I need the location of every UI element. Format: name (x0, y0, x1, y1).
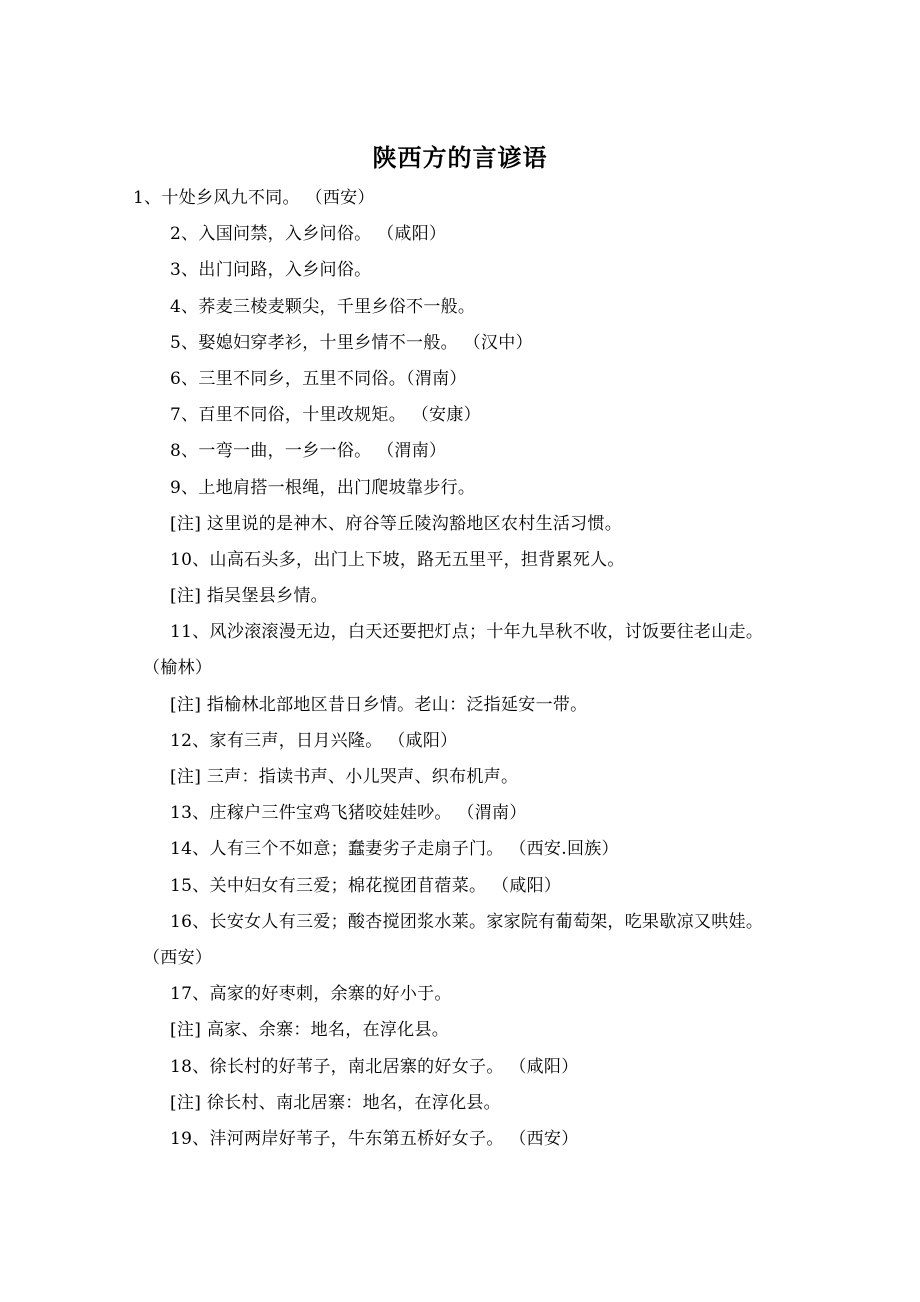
document-title: 陕西方的言谚语 (372, 144, 548, 172)
proverb-line: 6、三里不同乡，五里不同俗。（渭南） (170, 368, 467, 389)
proverb-line: 18、徐长村的好苇子，南北居寨的好女子。 （咸阳） (170, 1056, 579, 1077)
note-line: [注] 高家、余寨：地名，在淳化县。 (170, 1020, 450, 1041)
proverb-line: （西安） (143, 947, 213, 968)
proverb-line: 19、沣河两岸好苇子，牛东第五桥好女子。 （西安） (170, 1128, 579, 1149)
proverb-list (0, 180, 920, 1157)
proverb-line: 12、家有三声，日月兴隆。 （咸阳） (170, 730, 458, 751)
proverb-line: 15、关中妇女有三爱；棉花搅团苜蓿菜。 （咸阳） (170, 875, 562, 896)
proverb-line: 13、庄稼户三件宝鸡飞猪咬娃娃吵。 （渭南） (170, 803, 527, 824)
proverb-line: 17、高家的好枣刺，余寨的好小于。 (170, 984, 452, 1005)
proverb-line: 14、人有三个不如意；蠢妻劣子走扇子门。 （西安.回族） (170, 839, 619, 860)
proverb-line: 9、上地肩搭一根绳，出门爬坡靠步行。 (170, 477, 476, 498)
proverb-line: 4、荞麦三棱麦颗尖，千里乡俗不一般。 (170, 296, 476, 317)
proverb-line: 11、风沙滚滚漫无边，白天还要把灯点；十年九旱秋不收，讨饭要往老山走。 (170, 622, 764, 643)
proverb-line: 2、入国问禁，入乡问俗。 （咸阳） (170, 224, 447, 245)
note-line: [注] 指吴堡县乡情。 (170, 586, 328, 607)
note-line: [注] 指榆林北部地区昔日乡情。老山：泛指延安一带。 (170, 694, 588, 715)
note-line: [注] 这里说的是神木、府谷等丘陵沟豁地区农村生活习惯。 (170, 513, 623, 534)
note-line: [注] 三声：指读书声、小儿哭声、织布机声。 (170, 767, 519, 787)
proverb-line: 5、娶媳妇穿孝衫，十里乡情不一般。 （汉中） (170, 332, 533, 353)
proverb-line: 3、出门问路，入乡问俗。 (170, 260, 372, 281)
proverb-line: 7、百里不同俗，十里改规矩。 （安康） (170, 405, 481, 426)
note-line: [注] 徐长村、南北居寨：地名，在淳化县。 (170, 1092, 501, 1113)
proverb-line: 8、一弯一曲，一乡一俗。 （渭南） (170, 441, 447, 462)
proverb-line: 16、长安女人有三爱；酸杏搅团浆水莱。家家院有葡萄架，吃果歇凉又哄娃。 (170, 911, 764, 932)
proverb-line: （榆林） (143, 658, 213, 679)
proverb-line: 10、山高石头多，出门上下坡，路无五里平，担背累死人。 (170, 549, 625, 570)
proverb-line: 1、十处乡风九不同。 （西安） (133, 188, 375, 208)
